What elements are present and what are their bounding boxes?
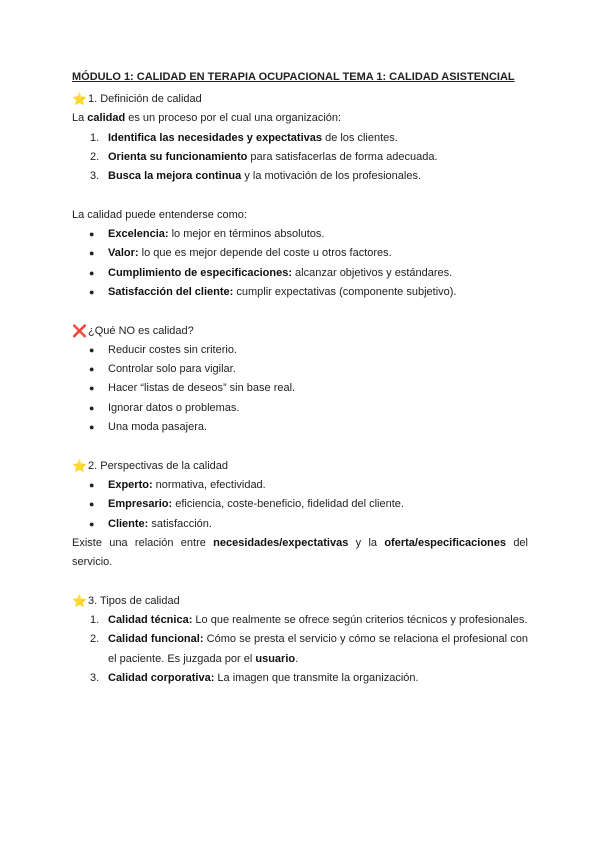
calidad-concepts-list (72, 225, 528, 302)
section-2-heading-text: 2. Perspectivas de la calidad (88, 459, 229, 472)
list-item-bold: Calidad corporativa: (108, 671, 215, 684)
definition-list (72, 129, 528, 187)
list-item (72, 129, 528, 148)
section-2-heading (72, 457, 528, 476)
list-item-text: normativa, efectividad. (152, 478, 266, 491)
spacer (72, 186, 528, 205)
list-item-text: lo que es mejor depende del coste u otros factores. (138, 247, 392, 260)
section-1-heading-text: 1. Definición de calidad (88, 93, 202, 105)
section-1-intro (72, 109, 528, 128)
list-item-bold: Cumplimiento de especificaciones: (108, 266, 292, 279)
list-item (72, 360, 528, 379)
list-item (72, 244, 528, 263)
list-item-bold: Empresario: (108, 498, 173, 511)
list-item-bold: Calidad técnica: (108, 614, 193, 627)
list-number: 2. (90, 150, 100, 163)
list-item-text: Hacer “listas de deseos” sin base real. (108, 382, 296, 395)
intro-pre: La (72, 112, 88, 125)
list-item-text: cumplir expectativas (componente subjetivo). (233, 285, 457, 298)
bullet-icon: ● (89, 479, 95, 490)
bullet-icon: ● (89, 286, 95, 297)
list-item (72, 418, 528, 437)
list-item (72, 515, 528, 534)
star-icon: ⭐ (72, 458, 87, 473)
list-item-bold: Identifica las necesidades y expectativas (108, 131, 323, 144)
list-item-text: Ignorar datos o problemas. (108, 401, 240, 414)
list-item (72, 264, 528, 283)
list-item-text: para satisfacerlas de forma adecuada. (247, 150, 438, 163)
list-item-text: lo mejor en términos absolutos. (168, 228, 325, 241)
intro-post: es un proceso por el cual una organización: (125, 112, 342, 125)
spacer (72, 302, 528, 321)
list-item-bold: Experto: (108, 478, 153, 491)
bullet-icon: ● (89, 518, 95, 529)
list-item (72, 611, 528, 630)
list-item (72, 341, 528, 360)
list-item-text: alcanzar objetivos y estándares. (292, 266, 453, 279)
section-3-heading (72, 592, 528, 611)
para-bold: necesidades/expectativas (213, 536, 349, 549)
list-item-bold: Excelencia: (108, 228, 169, 241)
spacer (72, 572, 528, 591)
list-item (72, 379, 528, 398)
list-item-text: satisfacción. (148, 517, 212, 530)
document-content (72, 68, 528, 688)
list-item-text: eficiencia, coste-beneficio, fidelidad del cliente. (172, 498, 404, 511)
list-item-text: Controlar solo para vigilar. (108, 363, 236, 376)
para-bold: oferta/especificaciones (384, 536, 506, 549)
bullet-icon: ● (89, 364, 95, 375)
section-no-heading (72, 322, 528, 341)
list-item (72, 148, 528, 167)
not-quality-list (72, 341, 528, 437)
para-text: Existe una relación entre (72, 536, 214, 549)
list-item (72, 495, 528, 514)
page-title: MÓDULO 1: CALIDAD EN TERAPIA OCUPACIONAL TEMA 1: CALIDAD ASISTENCIAL (72, 71, 515, 83)
para-text: del servicio. (72, 536, 528, 569)
star-icon: ⭐ (72, 92, 87, 106)
star-icon: ⭐ (72, 593, 87, 608)
para-text: y la (348, 536, 385, 549)
list-item-text: Lo que realmente se ofrece según criterios técnicos y profesionales. (192, 614, 528, 627)
section-1-para-2: La calidad puede entenderse como: (72, 208, 247, 221)
list-number: 1. (90, 614, 100, 627)
section-3-heading-text: 3. Tipos de calidad (88, 594, 180, 607)
list-item-bold: Orienta su funcionamiento (108, 150, 248, 163)
list-item-bold: Busca la mejora continua (108, 170, 242, 183)
section-1-heading (72, 90, 528, 109)
list-item-text: y la motivación de los profesionales. (241, 170, 422, 183)
list-item (72, 167, 528, 186)
perspectives-list (72, 476, 528, 534)
section-2-paragraph (72, 534, 528, 573)
quality-types-list (72, 611, 528, 688)
list-item-bold: Satisfacción del cliente: (108, 285, 234, 298)
bullet-icon: ● (89, 402, 95, 413)
bullet-icon: ● (89, 422, 95, 433)
bullet-icon: ● (89, 248, 95, 259)
bullet-icon: ● (89, 267, 95, 278)
section-no-heading-text: ¿Qué NO es calidad? (88, 324, 194, 337)
list-item-text: Cómo se presta el servicio y cómo se relaciona el profesional con el paciente. Es juzgada por el (108, 633, 528, 665)
bullet-icon: ● (89, 229, 95, 240)
list-item (72, 399, 528, 418)
list-item-text: La imagen que transmite la organización. (214, 671, 419, 684)
list-number: 3. (90, 170, 100, 183)
bullet-icon: ● (89, 344, 95, 355)
list-number: 1. (90, 131, 100, 144)
list-item-bold: Calidad funcional: (108, 633, 204, 646)
list-number: 2. (90, 633, 100, 646)
list-number: 3. (90, 671, 100, 684)
list-item-text: . (295, 652, 299, 665)
list-item (72, 630, 528, 669)
list-item-bold: Cliente: (108, 517, 149, 530)
list-item-text: de los clientes. (322, 131, 398, 144)
cross-icon: ❌ (72, 323, 87, 338)
bullet-icon: ● (89, 383, 95, 394)
list-item (72, 476, 528, 495)
list-item (72, 225, 528, 244)
list-item-text: Reducir costes sin criterio. (108, 343, 237, 356)
spacer (72, 437, 528, 456)
list-item-text: Una moda pasajera. (108, 421, 208, 434)
list-item-bold: usuario (255, 652, 296, 665)
intro-bold: calidad (87, 112, 126, 125)
list-item-bold: Valor: (108, 247, 139, 260)
list-item (72, 669, 528, 688)
list-item (72, 283, 528, 302)
bullet-icon: ● (89, 499, 95, 510)
